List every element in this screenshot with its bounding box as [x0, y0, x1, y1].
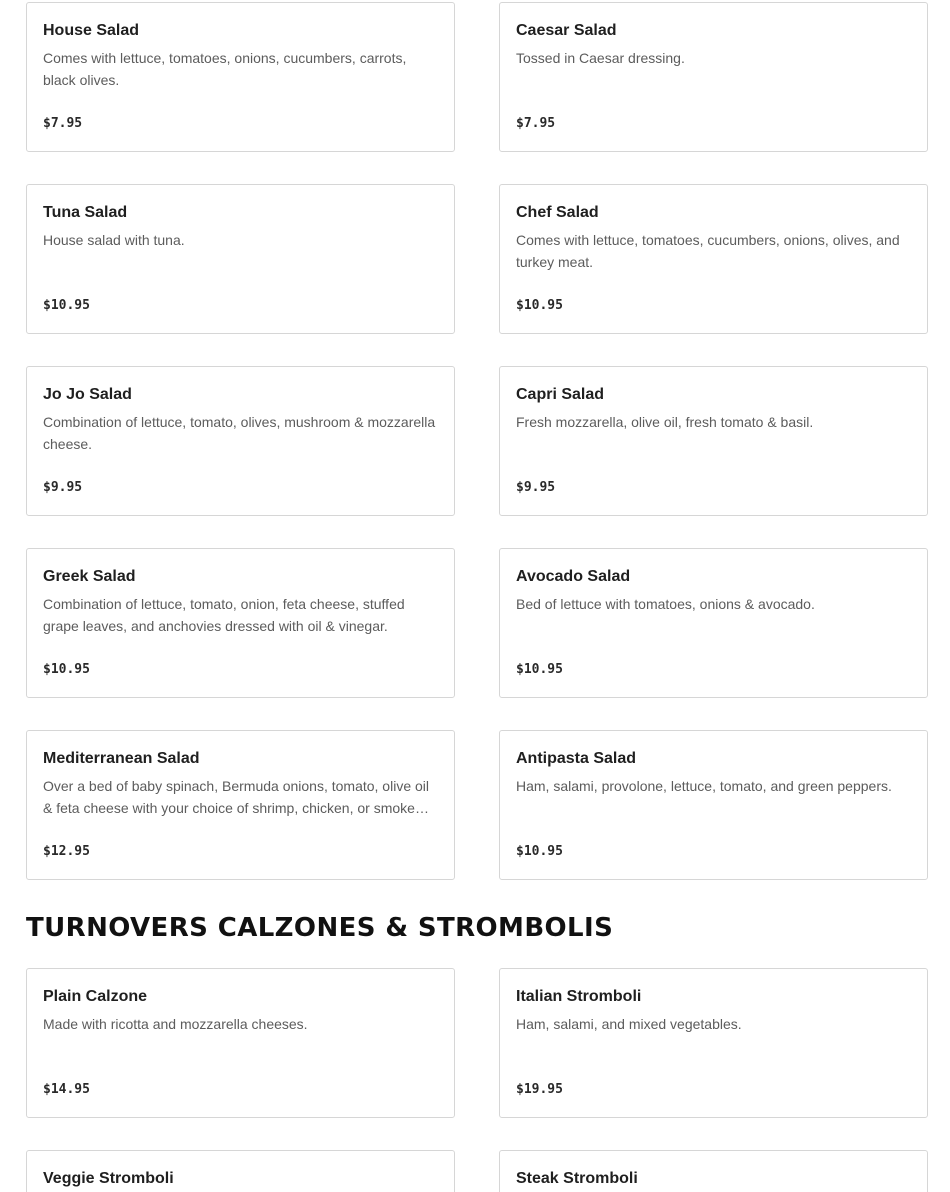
- menu-item-name: Greek Salad: [43, 568, 136, 585]
- menu-item-card[interactable]: [26, 184, 455, 334]
- menu-item-description: Tossed in Caesar dressing.: [516, 50, 685, 66]
- menu-item-price: $10.95: [516, 844, 563, 859]
- menu-item-description: Bed of lettuce with tomatoes, onions & avocado.: [516, 596, 815, 612]
- menu-item-price: $7.95: [43, 116, 83, 131]
- menu-item-description: House salad with tuna.: [43, 232, 185, 248]
- menu-item-price: $10.95: [516, 298, 563, 313]
- menu-item-card[interactable]: [499, 366, 928, 516]
- menu-item-price: $10.95: [43, 298, 90, 313]
- menu-item-card[interactable]: [499, 1150, 928, 1192]
- menu-item-card[interactable]: [499, 548, 928, 698]
- menu-item-name: Mediterranean Salad: [43, 750, 200, 767]
- menu-item-price: $7.95: [516, 116, 556, 131]
- menu-item-price: $9.95: [516, 480, 556, 495]
- menu-item-description: Over a bed of baby spinach, Bermuda onions, tomato, olive oil & feta cheese with your choice of shrimp, chicken, or smoke…: [43, 778, 429, 816]
- menu-item-name: Tuna Salad: [43, 204, 128, 221]
- menu-item-card[interactable]: [499, 2, 928, 152]
- menu-item-name: Veggie Stromboli: [43, 1170, 174, 1187]
- menu-item-description: Ham, salami, provolone, lettuce, tomato, and green peppers.: [516, 778, 892, 794]
- menu-item-description: Ham, salami, and mixed vegetables.: [516, 1016, 742, 1032]
- menu-item-price: $19.95: [516, 1082, 563, 1097]
- menu-item-description: Comes with lettuce, tomatoes, onions, cucumbers, carrots, black olives.: [43, 50, 407, 88]
- menu-item-name: House Salad: [43, 22, 140, 39]
- menu-item-name: Plain Calzone: [43, 988, 148, 1005]
- menu-item-price: $9.95: [43, 480, 83, 495]
- menu-item-card[interactable]: [26, 548, 455, 698]
- menu-item-price: $12.95: [43, 844, 90, 859]
- menu-item-name: Avocado Salad: [516, 568, 631, 585]
- menu-item-description: Comes with lettuce, tomatoes, cucumbers, onions, olives, and turkey meat.: [516, 232, 900, 270]
- menu-item-card[interactable]: [499, 968, 928, 1118]
- menu-item-card[interactable]: [26, 968, 455, 1118]
- menu-item-card[interactable]: [26, 730, 455, 880]
- menu-item-name: Chef Salad: [516, 204, 599, 221]
- menu-item-description: Combination of lettuce, tomato, onion, feta cheese, stuffed grape leaves, and anchovies dressed with oil & vinegar.: [43, 596, 405, 634]
- menu-item-name: Capri Salad: [516, 386, 605, 403]
- turnovers-menu-grid: [26, 968, 928, 1192]
- menu-item-price: $10.95: [43, 662, 90, 677]
- menu-item-card[interactable]: [26, 2, 455, 152]
- menu-item-description: Combination of lettuce, tomato, olives, mushroom & mozzarella cheese.: [43, 414, 436, 452]
- menu-item-description: Made with ricotta and mozzarella cheeses.: [43, 1016, 308, 1032]
- menu-item-card[interactable]: [26, 1150, 455, 1192]
- menu-item-card[interactable]: [499, 184, 928, 334]
- salads-menu-grid: [26, 2, 928, 880]
- menu-item-price: $10.95: [516, 662, 563, 677]
- menu-item-card[interactable]: [499, 730, 928, 880]
- menu-item-name: Italian Stromboli: [516, 988, 642, 1005]
- menu-item-name: Antipasta Salad: [516, 750, 637, 767]
- menu-item-name: Caesar Salad: [516, 22, 617, 39]
- section-heading: TURNOVERS CALZONES & STROMBOLIS: [26, 913, 614, 943]
- menu-item-card[interactable]: [26, 366, 455, 516]
- menu-item-description: Fresh mozzarella, olive oil, fresh tomato & basil.: [516, 414, 814, 430]
- menu-item-name: Jo Jo Salad: [43, 386, 132, 403]
- menu-item-price: $14.95: [43, 1082, 90, 1097]
- menu-item-name: Steak Stromboli: [516, 1170, 638, 1187]
